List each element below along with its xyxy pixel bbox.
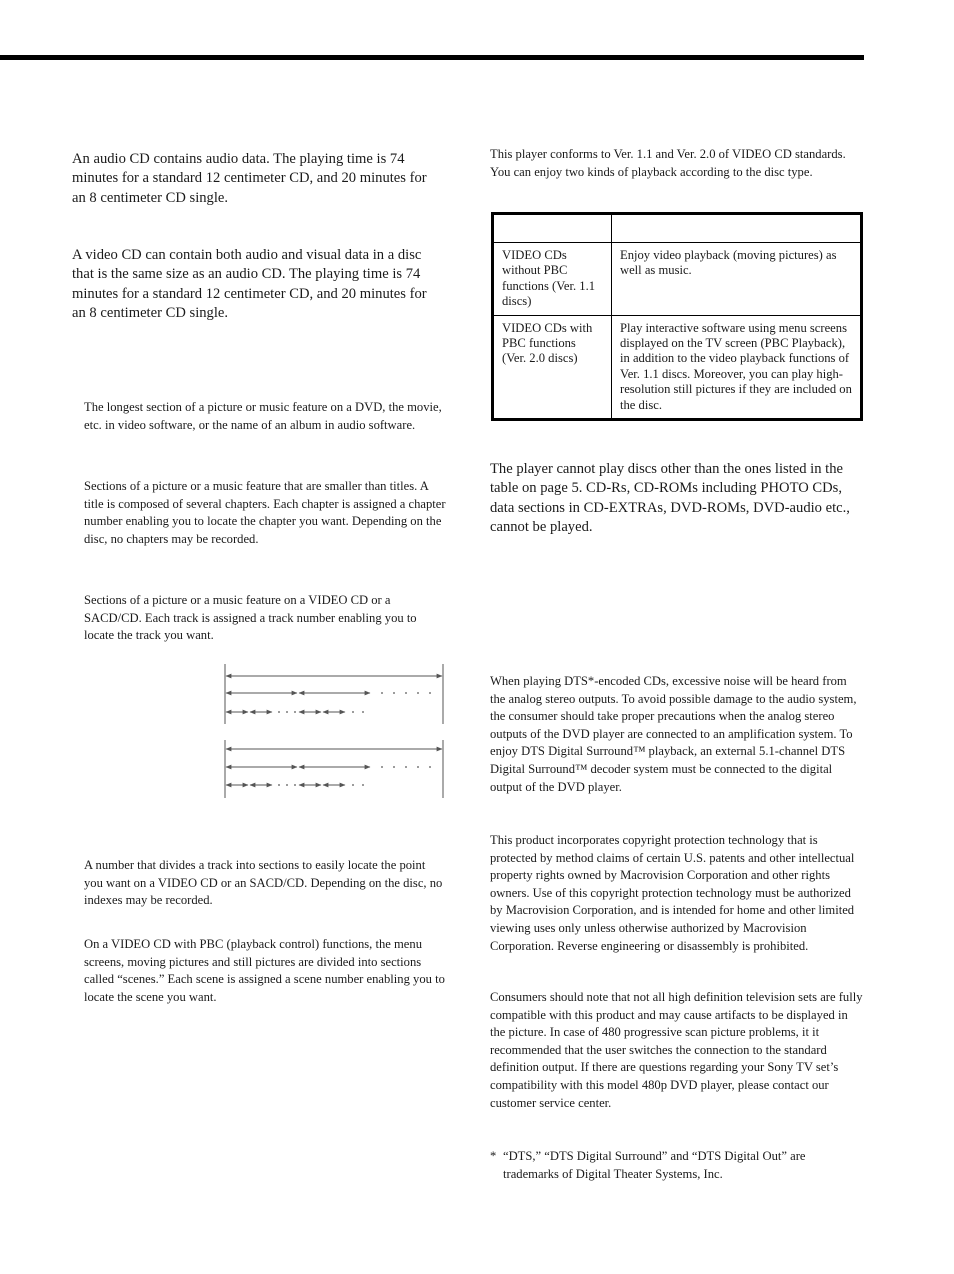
track-definition: Sections of a picture or a music feature on a VIDEO CD or a SACD/CD. Each track is assigned a track number enabling you to locate the track you want. bbox=[84, 593, 417, 643]
hdtv-notice: Consumers should note that not all high definition television sets are fully compatible with this product and may cause artifacts to be displayed in the picture. In case of 480 progressive scan picture problems, it it recommended that the user switches the connection to the standard definition output. If there are questions regarding your Sony TV set’s compatibility with this model 480p DVD player, please contact our customer service center. bbox=[490, 990, 863, 1110]
table-header-cell bbox=[612, 214, 862, 243]
footnote-mark: * bbox=[490, 1149, 497, 1163]
playback-description-cell: Play interactive software using menu screens displayed on the TV screen (PBC Playback), in addition to the video playback functions of Ver. 1.1 discs. Moreover, you can play high-resolution still pictures if they are included on the disc. bbox=[612, 315, 862, 419]
disc-type-cell: VIDEO CDs without PBC functions (Ver. 1.1 discs) bbox=[493, 243, 612, 316]
vcd-intro: This player conforms to Ver. 1.1 and Ver. 2.0 of VIDEO CD standards. You can enjoy two kinds of playback according to the disc type. bbox=[490, 147, 846, 179]
playback-description-cell: Enjoy video playback (moving pictures) as well as music. bbox=[612, 243, 862, 316]
copyright-notice: This product incorporates copyright protection technology that is protected by method claims of certain U.S. patents and other intellectual property rights owned by Macrovision Corporation and other rights owners. Use of this copyright protection technology must be authorized by Macrovision Corporation, and is intended for home and other limited viewing uses only unless otherwise authorized by Macrovision Corporation. Reverse engineering or disassembly is prohibited. bbox=[490, 833, 855, 953]
scene-definition: On a VIDEO CD with PBC (playback control) functions, the menu screens, moving pictures and still pictures are divided into sections called “scenes.” Each scene is assigned a scene number enabling you to locate the scene you want. bbox=[84, 937, 445, 1004]
title-definition: The longest section of a picture or music feature on a DVD, the movie, etc. in video software, or the name of an album in audio software. bbox=[84, 400, 442, 432]
table-header-row bbox=[493, 214, 862, 243]
vcd-playback-table bbox=[491, 212, 863, 421]
unplayable-discs-paragraph: The player cannot play discs other than the ones listed in the table on page 5. CD-Rs, CD-ROMs including PHOTO CDs, data sections in CD-EXTRAs, DVD-ROMs, DVD-audio etc., cannot be played. bbox=[490, 461, 850, 536]
table-row bbox=[493, 243, 862, 316]
table-header-cell bbox=[493, 214, 612, 243]
dts-notice: When playing DTS*-encoded CDs, excessive noise will be heard from the analog stereo outputs. To avoid possible damage to the audio system, the consumer should take proper precautions when the analog stereo outputs of the DVD player are connected to an amplification system. To enjoy DTS Digital Surround™ playback, an external 5.1-channel DTS Digital Surround™ decoder system must be connected to the digital output of the DVD player. bbox=[490, 674, 857, 794]
table-row bbox=[493, 315, 862, 419]
video-cd-paragraph: A video CD can contain both audio and visual data in a disc that is the same size as an audio CD. The playing time is 74 minutes for a standard 12 centimeter CD, and 20 minutes for an 8 centimeter CD single. bbox=[72, 247, 427, 322]
disc-type-cell: VIDEO CDs with PBC functions (Ver. 2.0 discs) bbox=[493, 315, 612, 419]
trademark-footnote: “DTS,” “DTS Digital Surround” and “DTS Digital Out” are trademarks of Digital Theater Systems, Inc. bbox=[503, 1149, 806, 1181]
index-definition: A number that divides a track into sections to easily locate the point you want on a VIDEO CD or an SACD/CD. Depending on the disc, no indexes may be recorded. bbox=[84, 858, 443, 908]
top-rule bbox=[0, 55, 864, 60]
disc-structure-diagram bbox=[222, 662, 448, 802]
audio-cd-paragraph: An audio CD contains audio data. The playing time is 74 minutes for a standard 12 centimeter CD, and 20 minutes for an 8 centimeter CD single. bbox=[72, 151, 427, 206]
chapter-definition: Sections of a picture or a music feature that are smaller than titles. A title is composed of several chapters. Each chapter is assigned a chapter number enabling you to locate the chapter you want. Depending on the disc, no chapters may be recorded. bbox=[84, 479, 446, 546]
